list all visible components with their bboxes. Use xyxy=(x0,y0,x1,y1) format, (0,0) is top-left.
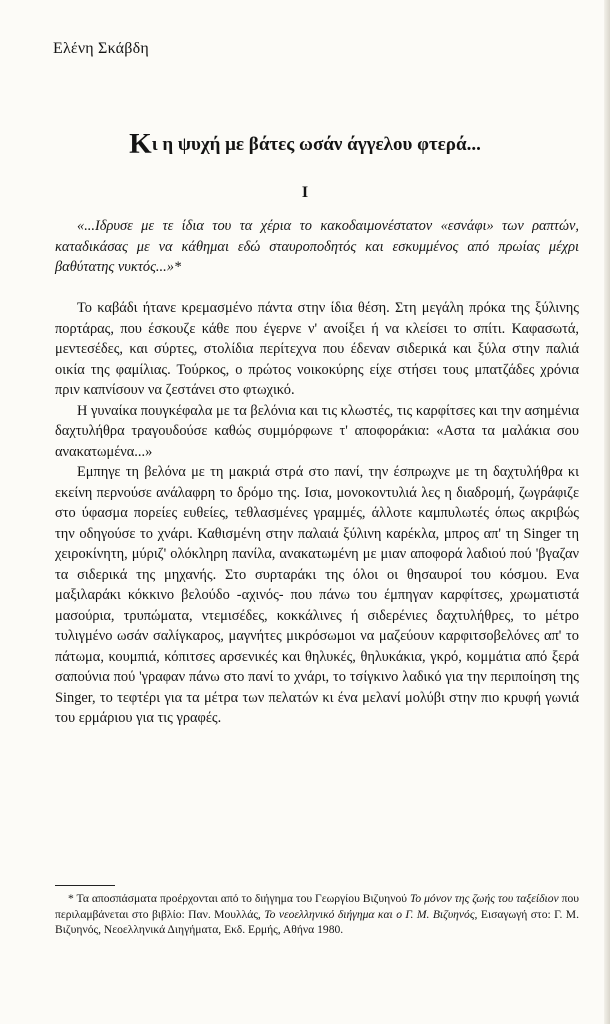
footnote-italic-title: Το μόνον της ζωής του ταξείδιον xyxy=(409,892,559,905)
paragraph: Το καβάδι ήτανε κρεμασμένο πάντα στην ίδια θέση. Στη μεγάλη πρόκα της ξύλινης πορτάρας, που έσκουζε κάθε που έγερνε ν' ανοίξει ή να κλείσει το σπίτι. Καφασωτά, μεντεσέδες, και σύρτες, στολίδια περίτεχνα που έδεναν σιδερικά και ξύλα στην παλιά οικία της φαμίλιας. Τούρκος, ο πρώτος νοικοκύρης είχε στήσει τους μπατζάδες χρόνια πριν καπνίσουν να ζεστάνει στο φτωχικό. xyxy=(55,300,579,398)
body-text xyxy=(55,298,579,729)
footnote-text: * Τα αποσπάσματα προέρχονται από το διήγημα του Γεωργίου Βιζυηνού xyxy=(68,892,410,905)
author-name: Ελένη Σκάβδη xyxy=(53,40,149,57)
footnote xyxy=(55,891,579,938)
footnote-text: Εισαγωγή στο: Γ. Μ. Βιζυηνός, Νεοελληνικά Διηγήματα, Εκδ. Ερμής, Αθήνα 1980. xyxy=(55,907,579,937)
epigraph-quote: «...Ιδρυσε με τε ίδια του τα χέρια το κακοδαιμονέστατον «εσνάφι» των ραπτών, καταδικάσας με να κάθημαι εδώ σταυροποδητός και εσκυμμένος από πρωίας μέχρι βαθύτατης νυκτός...»* xyxy=(55,218,579,275)
paragraph: Εμπηγε τη βελόνα με τη μακριά στρά στο πανί, την έσπρωχνε με τη δαχτυλήθρα κι εκείνη περνούσε ανάλαφρη το δρόμο της. Ισια, μονοκοντυλιά λες η διαδρομή, ζωγράφιζε στο ύφασμα πορείες ευθείες, τεθλασμένες γραμμές, άλλοτε καμπυλωτές όπως ακριβώς την οδηγούσε το χνάρι. Καθισμένη στην παλαιά ξύλινη καρέκλα, μπρος απ' τη Singer τη χειροκίνητη, μύριζ' ολόκληρη πανίλα, ανακατωμένη με μιαν αποφορά λαδιού πού 'βγαζαν τα σιδερικά της μηχανής. Στο συρταράκι της όλοι οι θησαυροί του κόσμου. Ενα μαξιλαράκι κόκκινο βελούδο -αχινός- που πάνω του έμπηγαν καρφίτσες, χρωματιστά μασούρια, τρυπώματα, ντεμισέδες, κοκκάλινες ή σιδερένιες δαχτυλήθρες, το μέτρο τυλιγμένο ωσάν σαλίγκαρος, μαγνήτες μικρόσωμοι να μαζεύουν καρφιτσοβελόνες απ' το πάτωμα, κουμπιά, κόπιτσες αρσενικές και θηλυκές, θηλυκάκια, γκρό, κομμάτια από ξερά σαπούνια πού 'γραφαν πάνω στο πανί το χνάρι, το τσίγκινο λαδικό για την περιποίηση της Singer, το τεφτέρι για τα μέτρα των πελατών κι ένα μελανί μολύβι στην πιο κρυφή γωνιά του ερμάριου για τις γραφές. xyxy=(55,464,579,726)
paragraph: Η γυναίκα πουγκέφαλα με τα βελόνια και τις κλωστές, τις καρφίτσες και την ασημένια δαχτυλήθρα τραγουδούσε καθώς συμμόρφωνε τ' αποφοράκια: «Αστα τα μαλάκια σου ανακατωμένα...» xyxy=(55,402,579,460)
section-number: I xyxy=(301,184,309,201)
footnote-divider xyxy=(55,885,115,886)
article-title xyxy=(0,128,610,161)
footnote-italic-title: Το νεοελληνικό διήγημα και ο Γ. Μ. Βιζυηνός, xyxy=(264,907,478,921)
footnote-text: που περιλαμβάνεται στο βιβλίο: Παν. Μουλλάς, xyxy=(55,892,579,921)
title-text: ι η ψυχή με βάτες ωσάν άγγελου φτερά... xyxy=(151,134,481,155)
title-initial: Κ xyxy=(129,128,152,160)
